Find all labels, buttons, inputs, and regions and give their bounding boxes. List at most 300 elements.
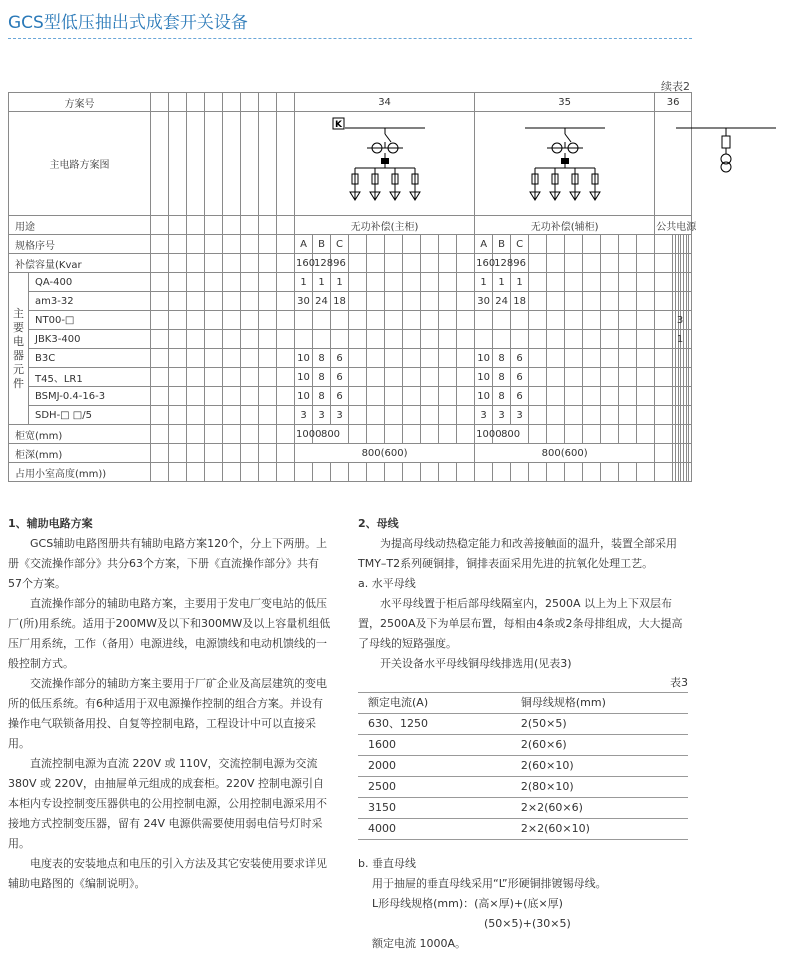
table-cell [367, 425, 385, 444]
table-cell [151, 330, 169, 349]
table-cell [637, 349, 655, 368]
table-cell [421, 387, 439, 406]
table-cell [583, 368, 601, 387]
busbar-spec-cell: 2(80×10) [481, 777, 688, 798]
table-cell: 10 [475, 387, 493, 406]
table-cell [457, 273, 475, 292]
table-cell [277, 444, 295, 463]
table-cell [187, 93, 205, 112]
table-cell [565, 273, 583, 292]
rated-current-cell: 630、1250 [358, 714, 481, 735]
table-cell [169, 349, 187, 368]
paragraph: 直流控制电源为直流 220V 或 110V，交流控制电源为交流 380V 或 220V，由抽屉单元组成的成套柜。220V 控制电源引自本柜内专设控制变压器供电的公用控制电源，公用控制电源采用不接地方式控制变压器，留有 24V 电源供需要使用弱电信号灯时采用。 [8, 757, 327, 850]
table-cell [313, 311, 331, 330]
busbar-table-row [358, 735, 688, 756]
table-cell [529, 368, 547, 387]
table-cell: 128 [313, 254, 331, 273]
table-cell [349, 368, 367, 387]
paragraph: 水平母线置于柜后部母线隔室内，2500A 以上为上下双层布置，2500A及下为单层布置，每相由4条或2条母排组成，大大提高了母线的短路强度。 [358, 597, 683, 650]
table-cell: 3 [493, 406, 511, 425]
component-row [9, 311, 692, 330]
table-cell [385, 273, 403, 292]
table-cell [151, 311, 169, 330]
table-cell [367, 368, 385, 387]
table-cell [259, 368, 277, 387]
table-cell [331, 463, 349, 482]
table-cell [223, 254, 241, 273]
table-cell [277, 406, 295, 425]
table-cell [367, 349, 385, 368]
table-cell [637, 235, 655, 254]
table-cell [241, 112, 259, 216]
table-cell [583, 349, 601, 368]
table-cell [583, 425, 601, 444]
table-cell [511, 311, 529, 330]
table-cell [187, 463, 205, 482]
table-cell [421, 368, 439, 387]
table-cell [547, 463, 565, 482]
table-cell [493, 463, 511, 482]
table-cell [205, 254, 223, 273]
component-name: am3-32 [29, 292, 151, 311]
table-cell [223, 292, 241, 311]
scheme-36-qty: 3 [675, 311, 678, 330]
section-1-heading: 1、辅助电路方案 [8, 517, 93, 530]
table-cell [403, 254, 421, 273]
table-cell [241, 311, 259, 330]
table-cell [637, 273, 655, 292]
paragraph: GCS辅助电路图册共有辅助电路方案120个，分上下两册。上册《交流操作部分》共分63个方案，下册《直流操作部分》共有57个方案。 [8, 537, 328, 590]
table-3-label: 表3 [670, 676, 688, 689]
paragraph: 直流操作部分的辅助电路方案，主要用于发电厂变电站的低压厂(所)用系统。适用于200MW及以下和300MW及以上容量机组低压厂用系统，工作（备用）电源进线，电源馈线和电动机馈线的一般控制方式。 [8, 597, 331, 670]
table-cell [349, 387, 367, 406]
table-cell [547, 311, 565, 330]
table-cell [295, 463, 313, 482]
table-cell [565, 311, 583, 330]
table-cell [565, 349, 583, 368]
table-cell [385, 311, 403, 330]
table-cell [241, 93, 259, 112]
table-cell [475, 463, 493, 482]
table-cell [529, 292, 547, 311]
table-cell [457, 235, 475, 254]
width-value: 1000 [295, 425, 313, 444]
table-cell [223, 387, 241, 406]
table-cell [169, 216, 187, 235]
table-cell [205, 93, 223, 112]
component-name: B3C [29, 349, 151, 368]
table-cell [349, 273, 367, 292]
table-cell [421, 254, 439, 273]
busbar-table-row [358, 798, 688, 819]
table-cell [655, 330, 673, 349]
table-cell [565, 330, 583, 349]
circuit-diagram-34 [295, 112, 475, 216]
table-cell [457, 330, 475, 349]
table-cell [689, 406, 692, 425]
capacity-label: 补偿容量(Kvar [9, 254, 151, 273]
busbar-table-row [358, 756, 688, 777]
table-cell [277, 112, 295, 216]
table-cell [689, 254, 692, 273]
table-cell [601, 406, 619, 425]
table-cell [187, 311, 205, 330]
table-cell [439, 463, 457, 482]
table-cell [403, 368, 421, 387]
k-mark: K [334, 119, 342, 130]
table-cell [241, 273, 259, 292]
table-cell [331, 330, 349, 349]
table-cell [277, 425, 295, 444]
component-name: BSMJ-0.4-16-3 [29, 387, 151, 406]
scheme-36-qty: 1 [675, 330, 678, 349]
table-cell [187, 235, 205, 254]
table-cell [241, 216, 259, 235]
table-cell: 8 [313, 349, 331, 368]
table-cell [331, 311, 349, 330]
table-cell [277, 273, 295, 292]
table-cell [439, 235, 457, 254]
table-cell [277, 349, 295, 368]
table-cell: A [295, 235, 313, 254]
table-cell [637, 463, 655, 482]
table-cell [259, 349, 277, 368]
table-cell [205, 444, 223, 463]
formula: L形母线规格(mm)：(高×厚)+(底×厚) [372, 897, 563, 910]
table-cell: 10 [295, 387, 313, 406]
table-cell [259, 330, 277, 349]
table-cell [205, 425, 223, 444]
table-cell [601, 387, 619, 406]
width-value: 800 [313, 425, 349, 444]
table-cell [637, 425, 655, 444]
component-row [9, 273, 692, 292]
column-header: 额定电流(A) [358, 693, 481, 714]
table-cell [655, 444, 673, 463]
table-cell [457, 368, 475, 387]
table-cell: 30 [295, 292, 313, 311]
component-row [9, 387, 692, 406]
table-cell [205, 112, 223, 216]
table-cell [385, 387, 403, 406]
table-cell [241, 235, 259, 254]
column-header: 铜母线规格(mm) [481, 693, 688, 714]
table-cell [385, 368, 403, 387]
table-cell [529, 235, 547, 254]
table-cell [583, 292, 601, 311]
table-cell [655, 292, 673, 311]
room-height-label: 占用小室高度(mm)) [9, 463, 151, 482]
table-cell [151, 93, 169, 112]
table-cell [151, 292, 169, 311]
table-cell [529, 425, 547, 444]
table-cell [403, 425, 421, 444]
table-cell [619, 235, 637, 254]
table-cell [457, 349, 475, 368]
table-cell [349, 292, 367, 311]
table-cell [205, 368, 223, 387]
table-cell [529, 349, 547, 368]
table-cell [349, 349, 367, 368]
table-cell [205, 273, 223, 292]
table-cell [601, 463, 619, 482]
table-cell [277, 311, 295, 330]
table-cell [205, 216, 223, 235]
table-cell [223, 425, 241, 444]
table-cell [637, 330, 655, 349]
depth-label: 柜深(mm) [9, 444, 151, 463]
table-cell: 1 [511, 273, 529, 292]
table-cell: B [313, 235, 331, 254]
table-cell [403, 463, 421, 482]
table-cell [241, 406, 259, 425]
table-cell [439, 406, 457, 425]
formula: (50×5)+(30×5) [484, 917, 571, 930]
table-cell [475, 330, 493, 349]
table-cell: 8 [493, 387, 511, 406]
table-cell [637, 292, 655, 311]
table-cell [619, 349, 637, 368]
component-name: QA-400 [29, 273, 151, 292]
table-cell [637, 387, 655, 406]
table-cell [547, 292, 565, 311]
table-cell [619, 254, 637, 273]
capacity-row [9, 254, 692, 273]
table-cell [583, 273, 601, 292]
table-cell [277, 235, 295, 254]
table-cell [421, 406, 439, 425]
table-cell [457, 292, 475, 311]
table-cell [205, 235, 223, 254]
table-cell [403, 349, 421, 368]
table-cell [619, 425, 637, 444]
table-cell [205, 463, 223, 482]
table-cell [565, 254, 583, 273]
table-cell [151, 273, 169, 292]
table-cell [205, 406, 223, 425]
table-cell [655, 273, 673, 292]
table-cell [187, 406, 205, 425]
table-cell [241, 444, 259, 463]
table-cell [565, 425, 583, 444]
table-cell [385, 254, 403, 273]
table-cell [565, 292, 583, 311]
table-cell [689, 425, 692, 444]
table-cell [259, 387, 277, 406]
usage-cell: 无功补偿(主柜) [295, 216, 475, 235]
busbar-spec-cell: 2×2(60×10) [481, 819, 688, 840]
table-cell [655, 349, 673, 368]
table-cell [169, 311, 187, 330]
table-cell [421, 463, 439, 482]
table-cell: C [511, 235, 529, 254]
scheme-label: 方案号 [9, 93, 151, 112]
table-cell [367, 387, 385, 406]
table-cell [187, 368, 205, 387]
subheading-horizontal: a. 水平母线 [358, 577, 416, 590]
table-cell [385, 330, 403, 349]
table-cell [187, 425, 205, 444]
table-cell: 8 [493, 349, 511, 368]
table-cell [421, 235, 439, 254]
table-cell [187, 273, 205, 292]
table-cell [385, 292, 403, 311]
table-cell: 8 [493, 368, 511, 387]
page-title: GCS型低压抽出式成套开关设备 [8, 13, 248, 33]
table-cell: C [331, 235, 349, 254]
table-cell [187, 292, 205, 311]
main-components-label: 主要电器元件 [9, 273, 29, 425]
table-cell [241, 368, 259, 387]
table-cell [187, 387, 205, 406]
table-cell [223, 311, 241, 330]
component-name: SDH-□ □/5 [29, 406, 151, 425]
table-cell [367, 463, 385, 482]
table-cell [619, 273, 637, 292]
table-cell [259, 235, 277, 254]
table-cell [689, 330, 692, 349]
table-cell [223, 463, 241, 482]
table-cell [169, 444, 187, 463]
table-cell [601, 235, 619, 254]
table-cell [421, 311, 439, 330]
table-cell [223, 444, 241, 463]
table-cell [205, 349, 223, 368]
table-cell [385, 463, 403, 482]
table-cell [547, 235, 565, 254]
table-cell [187, 112, 205, 216]
table-cell [151, 112, 169, 216]
table-cell [689, 311, 692, 330]
table-cell [241, 425, 259, 444]
table-cell [547, 330, 565, 349]
table-cell [241, 330, 259, 349]
table-cell: 24 [313, 292, 331, 311]
diagram-label: 主电路方案图 [9, 112, 151, 216]
section-auxiliary-circuit [8, 514, 332, 894]
component-name: T45、LR1 [29, 368, 151, 387]
table-cell [169, 387, 187, 406]
width-row [9, 425, 692, 444]
table-cell [169, 273, 187, 292]
rated-current-cell: 4000 [358, 819, 481, 840]
table-cell [439, 330, 457, 349]
table-cell [421, 273, 439, 292]
table-cell [223, 273, 241, 292]
table-cell [403, 330, 421, 349]
busbar-table-row [358, 777, 688, 798]
table-cell [205, 387, 223, 406]
table-cell [457, 387, 475, 406]
table-cell [259, 444, 277, 463]
table-cell: 10 [295, 349, 313, 368]
table-cell [439, 292, 457, 311]
table-cell [619, 406, 637, 425]
table-cell [547, 406, 565, 425]
table-cell [457, 406, 475, 425]
table-cell: 18 [331, 292, 349, 311]
table-cell [619, 387, 637, 406]
table-cell [241, 292, 259, 311]
table-cell: 18 [511, 292, 529, 311]
table-cell [689, 292, 692, 311]
table-cell: 3 [511, 406, 529, 425]
table-cell [259, 311, 277, 330]
busbar-spec-cell: 2(60×6) [481, 735, 688, 756]
table-cell [457, 425, 475, 444]
table-cell [187, 444, 205, 463]
table-cell [151, 254, 169, 273]
table-cell [241, 387, 259, 406]
rated-current-cell: 2000 [358, 756, 481, 777]
busbar-table-header [358, 693, 688, 714]
table-cell [583, 311, 601, 330]
table-cell: 10 [475, 349, 493, 368]
table-cell: 6 [511, 387, 529, 406]
scheme-number: 36 [655, 93, 692, 112]
table-cell: 8 [313, 387, 331, 406]
table-cell [151, 387, 169, 406]
table-cell: B [493, 235, 511, 254]
table-cell [277, 254, 295, 273]
width-value: 800 [493, 425, 529, 444]
table-cell [457, 311, 475, 330]
component-row [9, 330, 692, 349]
table-cell [349, 330, 367, 349]
table-cell [529, 330, 547, 349]
table-cell [637, 311, 655, 330]
width-label: 柜宽(mm) [9, 425, 151, 444]
table-cell [187, 254, 205, 273]
table-cell [169, 368, 187, 387]
table-reference: 开关设备水平母线铜母线排选用(见表3) [380, 657, 572, 670]
table-cell [439, 254, 457, 273]
table-cell [619, 292, 637, 311]
table-cell [529, 254, 547, 273]
table-cell: 160 [475, 254, 493, 273]
table-cell [403, 292, 421, 311]
table-cell: 24 [493, 292, 511, 311]
table-cell: 160 [295, 254, 313, 273]
table-cell [565, 406, 583, 425]
table-cell: 3 [313, 406, 331, 425]
table-cell [259, 292, 277, 311]
table-cell [439, 349, 457, 368]
table-cell: 8 [313, 368, 331, 387]
table-cell: 10 [295, 368, 313, 387]
rated-current-cell: 3150 [358, 798, 481, 819]
table-cell [349, 463, 367, 482]
table-cell [655, 235, 673, 254]
table-cell: 6 [511, 349, 529, 368]
table-cell [241, 254, 259, 273]
table-cell [655, 425, 673, 444]
table-cell [151, 406, 169, 425]
table-cell [277, 330, 295, 349]
table-cell [439, 425, 457, 444]
table-cell: 6 [331, 349, 349, 368]
table-cell [367, 311, 385, 330]
table-cell [169, 330, 187, 349]
width-value: 1000 [475, 425, 493, 444]
busbar-spec-cell: 2(50×5) [481, 714, 688, 735]
table-cell [313, 463, 331, 482]
table-cell [151, 235, 169, 254]
table-cell: 6 [511, 368, 529, 387]
table-cell [637, 254, 655, 273]
table-cell [403, 406, 421, 425]
table-cell [601, 425, 619, 444]
